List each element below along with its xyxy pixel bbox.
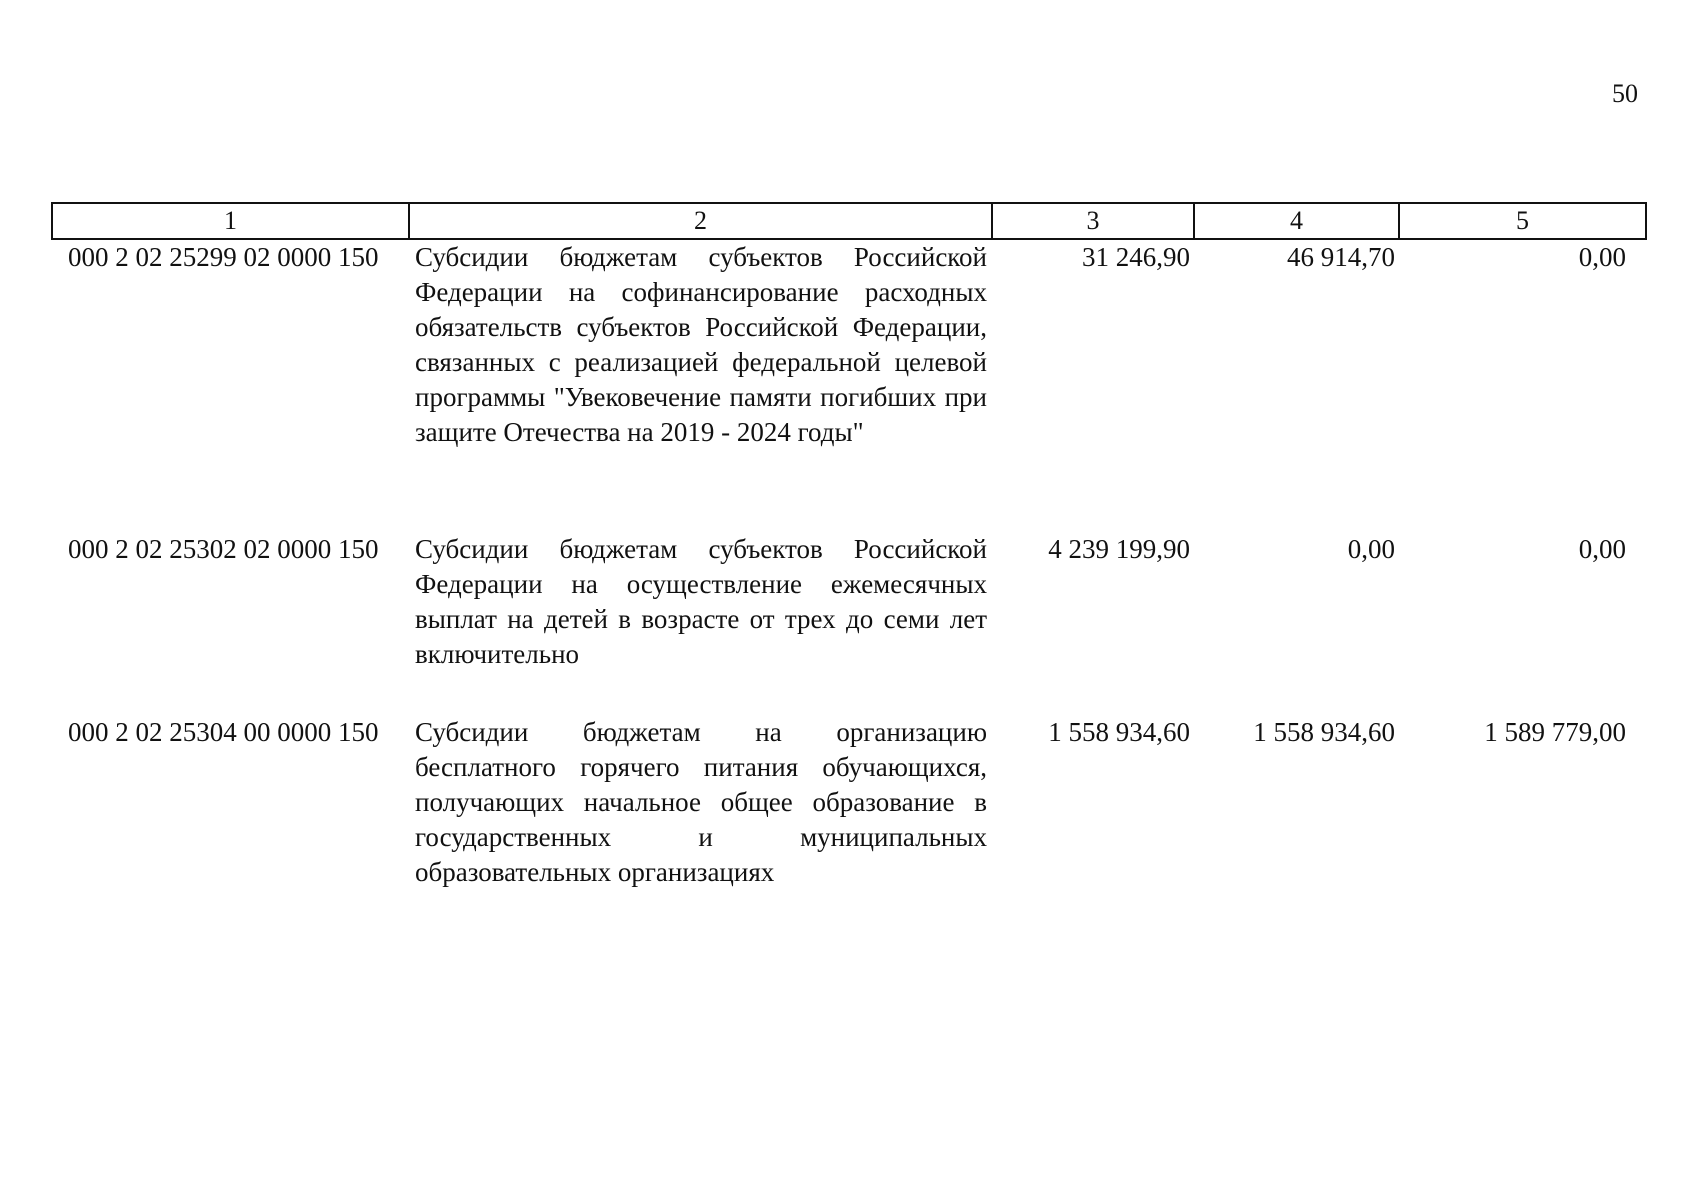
row-description: Субсидии бюджетам субъектов Российской Федерации на осуществление ежемесячных выплат на детей в возрасте от трех до семи лет включительно (415, 534, 987, 669)
value-col-4: 0,00 (1347, 534, 1395, 564)
budget-table (51, 202, 1647, 895)
column-header-3: 3 (992, 203, 1194, 239)
value-col-3: 1 558 934,60 (1048, 717, 1190, 747)
column-header-4: 4 (1194, 203, 1399, 239)
value-col-5: 1 589 779,00 (1484, 717, 1626, 747)
column-header-2: 2 (409, 203, 992, 239)
column-header-5: 5 (1399, 203, 1646, 239)
table-body (52, 239, 1646, 895)
value-col-5: 0,00 (1578, 242, 1626, 272)
row-description: Субсидии бюджетам субъектов Российской Федерации на софинансирование расходных обязательств субъектов Российской Федерации, связанных с реализацией федеральной целевой программы "Увековечение памяти погибших при защите Отечества на 2019 - 2024 годы" (415, 242, 987, 447)
budget-code: 000 2 02 25304 00 0000 150 (68, 717, 379, 747)
budget-code: 000 2 02 25302 02 0000 150 (68, 534, 379, 564)
budget-code: 000 2 02 25299 02 0000 150 (68, 242, 379, 272)
value-col-3: 31 246,90 (1082, 242, 1190, 272)
table-header (52, 203, 1646, 239)
value-col-5: 0,00 (1578, 534, 1626, 564)
value-col-4: 46 914,70 (1287, 242, 1395, 272)
table-row (52, 715, 1646, 895)
value-col-3: 4 239 199,90 (1048, 534, 1190, 564)
row-description: Субсидии бюджетам на организацию бесплатного горячего питания обучающихся, получающих начальное общее образование в государственных и муниципальных образовательных организациях (415, 717, 987, 887)
page-number: 50 (1612, 79, 1638, 108)
table-row (52, 239, 1646, 532)
value-col-4: 1 558 934,60 (1253, 717, 1395, 747)
column-header-1: 1 (52, 203, 409, 239)
table-row (52, 532, 1646, 715)
header-row (52, 203, 1646, 239)
